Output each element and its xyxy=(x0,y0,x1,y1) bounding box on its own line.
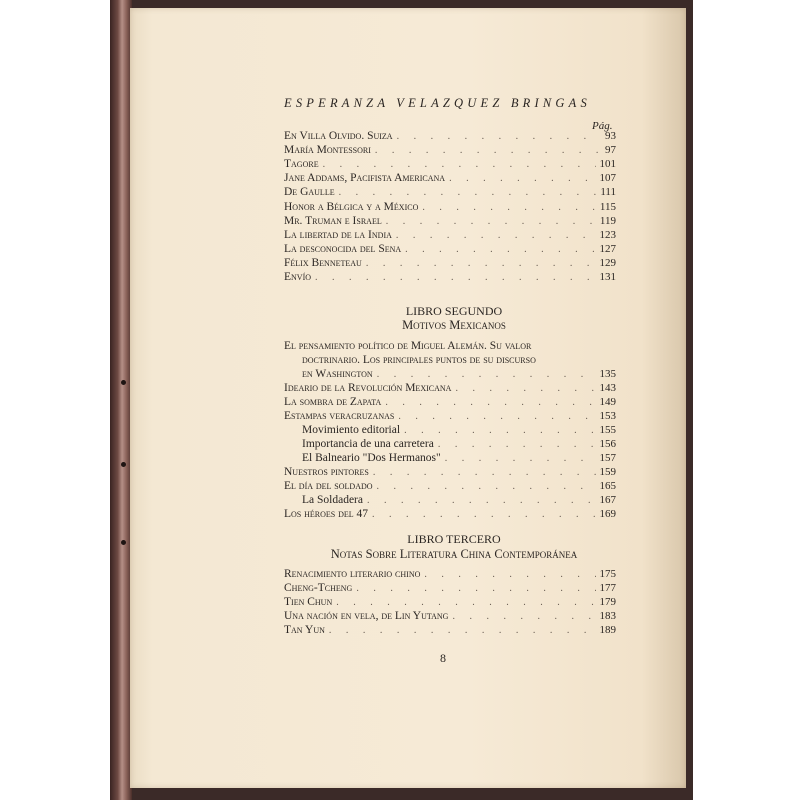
toc-entry: Envío . . . 131 xyxy=(284,270,616,284)
toc-entry: Importancia de una carretera . . . 156 xyxy=(302,437,616,451)
toc-entry: La libertad de la India . . . 123 xyxy=(284,228,616,242)
toc-entry: Honor a Bélgica y a México . . . 115 xyxy=(284,200,616,214)
toc-entry: Estampas veracruzanas . . . 153 xyxy=(284,409,616,423)
toc-entry: La Soldadera . . . 167 xyxy=(302,493,616,507)
toc-entry: Tien Chun . . . 179 xyxy=(284,595,616,609)
toc-entry: En Villa Olvido. Suiza . . . 93 xyxy=(284,129,616,143)
toc-entry: en Washington . . . 135 xyxy=(302,367,616,381)
page-column-label: Pág. xyxy=(592,120,613,132)
section-heading: LIBRO SEGUNDO xyxy=(405,304,503,318)
section-heading: LIBRO TERCERO xyxy=(407,532,501,546)
toc-entry: Ideario de la Revolución Mexicana . . . 143 xyxy=(284,381,616,395)
binding-hole xyxy=(121,462,126,467)
toc-entry-line: El pensamiento político de Miguel Alemán. Su valor xyxy=(284,340,532,352)
toc-entry: María Montessori . . . 97 xyxy=(284,143,616,157)
toc-entry: Cheng-Tcheng . . . 177 xyxy=(284,581,616,595)
binding-hole xyxy=(121,380,126,385)
toc-entry: Los héroes del 47 . . . 169 xyxy=(284,507,616,521)
toc-entry: Félix Benneteau . . . 129 xyxy=(284,256,616,270)
toc-entry: De Gaulle . . . 111 xyxy=(284,185,616,199)
toc-entry: Mr. Truman e Israel . . . 119 xyxy=(284,214,616,228)
toc-entry: Tan Yun . . . 189 xyxy=(284,623,616,637)
toc-entry: Nuestros pintores . . . 159 xyxy=(284,465,616,479)
page-number: 8 xyxy=(440,651,446,665)
toc-entry: Jane Addams, Pacifista Americana . . . 107 xyxy=(284,171,616,185)
toc-entry: El Balneario "Dos Hermanos" . . . 157 xyxy=(302,451,616,465)
toc-entry: Movimiento editorial . . . 155 xyxy=(302,423,616,437)
section-subheading: Notas Sobre Literatura China Contemporánea xyxy=(330,547,578,561)
binding-hole xyxy=(121,540,126,545)
running-head: ESPERANZA VELAZQUEZ BRINGAS xyxy=(284,96,591,110)
section-subheading: Motivos Mexicanos xyxy=(402,318,506,332)
toc-entry: Una nación en vela, de Lin Yutang . . . 183 xyxy=(284,609,616,623)
toc-entry: Tagore . . . 101 xyxy=(284,157,616,171)
toc-entry: Renacimiento literario chino . . . 175 xyxy=(284,567,616,581)
toc-entry-line: doctrinario. Los principales puntos de su discurso xyxy=(302,354,536,366)
toc-entry: La sombra de Zapata . . . 149 xyxy=(284,395,616,409)
toc-entry: El día del soldado . . . 165 xyxy=(284,479,616,493)
toc-entry: La desconocida del Sena . . . 127 xyxy=(284,242,616,256)
book-spine xyxy=(110,0,132,800)
